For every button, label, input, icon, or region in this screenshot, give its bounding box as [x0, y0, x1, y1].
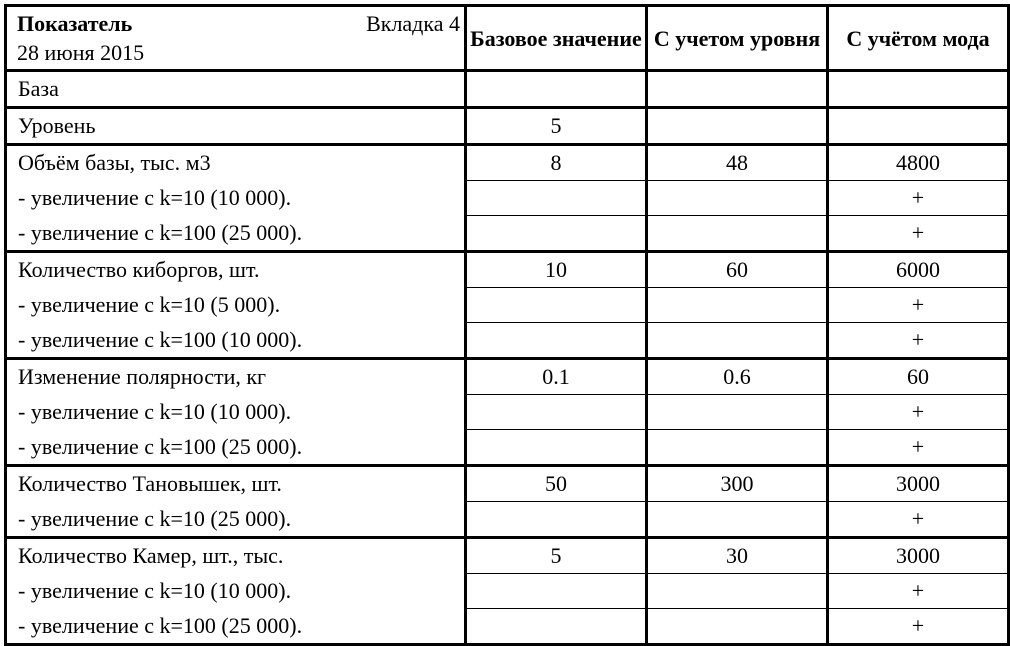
row-base-value-cell: 8: [466, 145, 647, 181]
row-name-cell: Количество Камер, шт., тыс.: [6, 538, 466, 574]
header-base-value-label: Базовое значение: [470, 25, 642, 51]
table-row: [6, 252, 1009, 288]
table-header-row: [6, 6, 1009, 71]
row-base-value-cell: [466, 181, 647, 216]
row-name-cell: - увеличение с k=100 (25 000).: [6, 216, 466, 252]
header-with-level-label: С учетом уровня: [653, 25, 821, 51]
row-base-value-cell: 5: [466, 538, 647, 574]
row-name-cell: - увеличение с k=100 (25 000).: [6, 609, 466, 645]
row-with-mod-cell: 3000: [828, 466, 1009, 502]
row-with-level-cell: [647, 71, 828, 108]
row-with-level-cell: [647, 216, 828, 252]
stats-sheet: [4, 4, 1007, 646]
row-base-value-cell: [466, 502, 647, 538]
table-body: [6, 71, 1009, 645]
row-name-cell: Объём базы, тыс. м3: [6, 145, 466, 181]
row-with-level-cell: [647, 181, 828, 216]
table-row: [6, 145, 1009, 181]
row-name-cell: - увеличение с k=10 (10 000).: [6, 574, 466, 609]
row-with-mod-cell: 6000: [828, 252, 1009, 288]
table-row: [6, 288, 1009, 323]
row-with-mod-cell: +: [828, 574, 1009, 609]
row-base-value-cell: [466, 574, 647, 609]
table-row: [6, 323, 1009, 359]
table-row: [6, 395, 1009, 430]
row-base-value-cell: [466, 216, 647, 252]
row-base-value-cell: [466, 323, 647, 359]
row-base-value-cell: 0.1: [466, 359, 647, 395]
row-with-level-cell: 0.6: [647, 359, 828, 395]
row-name-cell: Уровень: [6, 108, 466, 145]
table-row: [6, 359, 1009, 395]
row-with-mod-cell: [828, 71, 1009, 108]
table-row: [6, 466, 1009, 502]
header-indicator-cell: [6, 6, 466, 71]
row-name-cell: - увеличение с k=10 (25 000).: [6, 502, 466, 538]
row-name-cell: - увеличение с k=100 (10 000).: [6, 323, 466, 359]
table-row: [6, 574, 1009, 609]
row-with-level-cell: 30: [647, 538, 828, 574]
table-row: [6, 71, 1009, 108]
row-base-value-cell: 10: [466, 252, 647, 288]
row-base-value-cell: [466, 430, 647, 466]
row-with-mod-cell: +: [828, 502, 1009, 538]
header-with-mod-label: С учётом мода: [846, 25, 990, 51]
row-with-mod-cell: +: [828, 181, 1009, 216]
header-date: 28 июня 2015: [17, 40, 145, 65]
table-row: [6, 502, 1009, 538]
table-row: [6, 538, 1009, 574]
row-with-mod-cell: +: [828, 430, 1009, 466]
header-with-level: [647, 6, 828, 71]
row-with-level-cell: [647, 609, 828, 645]
row-with-mod-cell: +: [828, 395, 1009, 430]
header-tab-label: Вкладка 4: [366, 11, 460, 36]
row-with-level-cell: [647, 574, 828, 609]
row-with-level-cell: 300: [647, 466, 828, 502]
row-base-value-cell: 50: [466, 466, 647, 502]
row-name-cell: - увеличение с k=10 (10 000).: [6, 181, 466, 216]
table-row: [6, 181, 1009, 216]
row-with-level-cell: 60: [647, 252, 828, 288]
table-row: [6, 430, 1009, 466]
row-base-value-cell: [466, 288, 647, 323]
row-name-cell: База: [6, 71, 466, 108]
row-name-cell: Количество Тановышек, шт.: [6, 466, 466, 502]
row-with-level-cell: [647, 430, 828, 466]
stats-table: [4, 4, 1010, 646]
row-with-level-cell: [647, 323, 828, 359]
table-row: [6, 108, 1009, 145]
row-base-value-cell: [466, 395, 647, 430]
row-with-mod-cell: 4800: [828, 145, 1009, 181]
row-base-value-cell: [466, 609, 647, 645]
row-with-level-cell: [647, 395, 828, 430]
row-with-mod-cell: +: [828, 216, 1009, 252]
row-name-cell: - увеличение с k=10 (5 000).: [6, 288, 466, 323]
row-name-cell: Количество киборгов, шт.: [6, 252, 466, 288]
header-base-value: [466, 6, 647, 71]
row-base-value-cell: [466, 71, 647, 108]
row-with-level-cell: 48: [647, 145, 828, 181]
row-name-cell: Изменение полярности, кг: [6, 359, 466, 395]
table-row: [6, 216, 1009, 252]
table-row: [6, 609, 1009, 645]
row-with-level-cell: [647, 108, 828, 145]
row-name-cell: - увеличение с k=100 (25 000).: [6, 430, 466, 466]
row-with-level-cell: [647, 502, 828, 538]
row-name-cell: - увеличение с k=10 (10 000).: [6, 395, 466, 430]
row-with-mod-cell: +: [828, 609, 1009, 645]
row-with-mod-cell: 60: [828, 359, 1009, 395]
row-with-mod-cell: 3000: [828, 538, 1009, 574]
row-base-value-cell: 5: [466, 108, 647, 145]
header-with-mod: [828, 6, 1009, 71]
row-with-mod-cell: +: [828, 288, 1009, 323]
row-with-mod-cell: [828, 108, 1009, 145]
row-with-mod-cell: +: [828, 323, 1009, 359]
row-with-level-cell: [647, 288, 828, 323]
header-title: Показатель: [17, 11, 133, 36]
